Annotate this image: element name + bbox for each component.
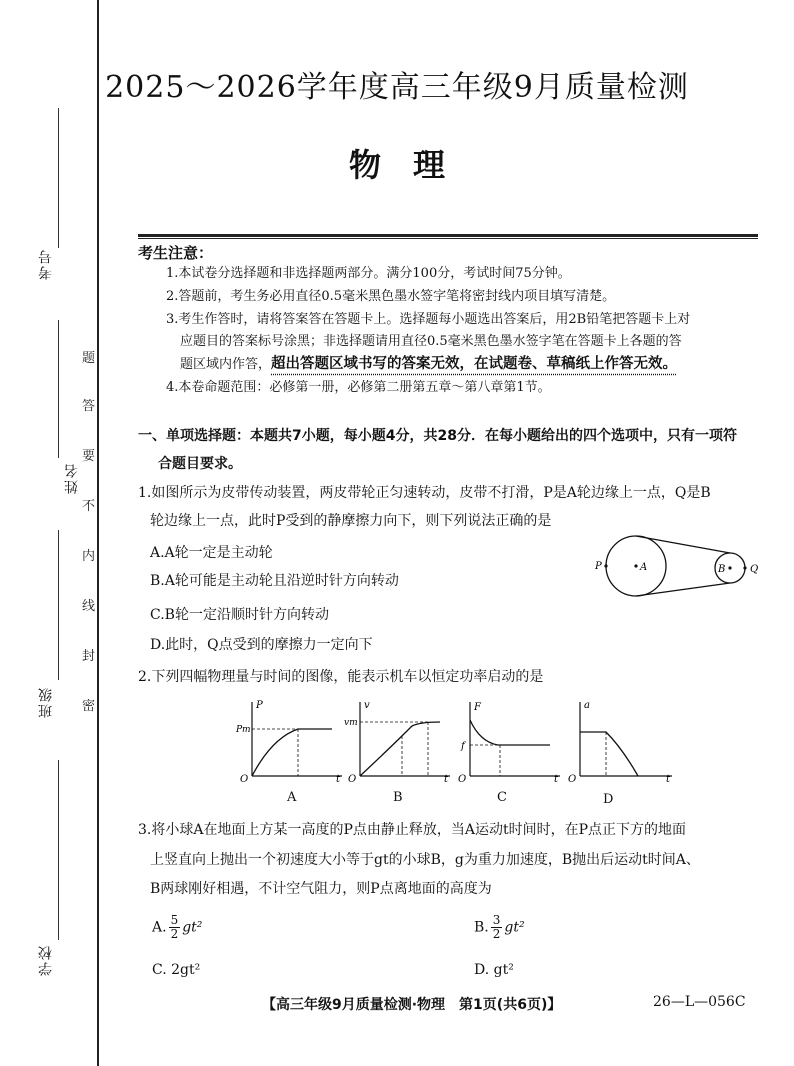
x-label: t [336,774,341,784]
page-footer: 【高三年级9月质量检测·物理 第1页(共6页)】 [262,997,562,1013]
friction-label: f [461,741,465,752]
seal-char: 密 [82,699,96,714]
seal-char: 封 [82,649,96,664]
seal-char: 答 [82,399,96,414]
seal-char: 内 [82,549,96,564]
notice-item: 1.本试卷分选择题和非选择题两部分。满分100分，考试时间75分钟。 [166,266,571,281]
q3-option-c: C. 2gt² [152,962,201,978]
label-a: A [640,562,648,573]
notice-item: 4.本卷命题范围：必修第一册，必修第二册第五章～第八章第1节。 [166,380,551,395]
max-label: vm [344,718,358,728]
seal-char: 题 [82,351,96,366]
graph-c-label: C [497,790,507,805]
school-field[interactable] [58,760,59,940]
notice-item-text: 题区域内作答， [180,357,272,372]
belt-drive-figure [590,532,770,622]
numerator: 5 [170,913,179,927]
q1-stem-cont: 轮边缘上一点，此时P受到的静摩擦力向下，则下列说法正确的是 [150,513,552,529]
y-label: F [474,702,481,713]
graph-d [560,698,675,784]
label-p: P [595,561,602,572]
origin-label: O [568,774,577,784]
denominator: 2 [170,927,179,941]
origin-label: O [240,774,249,784]
curve [580,732,638,776]
section-heading: 一、单项选择题：本题共7小题，每小题4分，共28分．在每小题给出的四个选项中，只有一项符 [138,428,737,444]
graph-c [450,698,565,784]
seal-char: 线 [82,599,96,614]
y-label: a [584,700,590,711]
name-field[interactable] [58,320,59,458]
section-heading-cont: 合题目要求。 [158,456,242,472]
origin-label: O [458,774,467,784]
belt-bottom [636,583,730,596]
school-label: 学校 [38,944,54,976]
curve [252,729,332,776]
class-label: 班级 [38,686,54,718]
origin-label: O [348,774,357,784]
x-label: t [554,774,559,784]
q1-option-c: C.B轮一定沿顺时针方向转动 [150,607,329,623]
numerator: 3 [492,913,501,927]
x-label: t [666,774,671,784]
class-field[interactable] [58,530,59,680]
seal-char: 要 [82,449,96,464]
exam-no-label: 考号 [38,248,54,280]
center-b [728,566,731,569]
fraction [491,914,503,941]
point-q [743,566,746,569]
notice-item: 2.答题前，考生务必用直径0.5毫米黑色墨水签字笔将密封线内项目填写清楚。 [166,289,616,304]
option-letter: A. [152,919,167,936]
option-expr: gt² [504,919,525,936]
q3-option-d: D. gt² [474,962,514,978]
notice-item: 应题目的答案标号涂黑；非选择题请用直径0.5毫米黑色墨水签字笔在答题卡上各题的答 [180,334,682,349]
q2-stem: 2.下列四幅物理量与时间的图像，能表示机车以恒定功率启动的是 [138,669,544,685]
point-p [604,564,607,567]
q1-option-d: D.此时，Q点受到的摩擦力一定向下 [150,637,373,653]
curve [470,720,550,745]
y-label: v [364,700,370,711]
center-a [634,564,637,567]
exam-code: 26—L—056C [653,994,746,1010]
graph-b-label: B [393,790,403,805]
q3-option-a [152,914,202,941]
option-letter: B. [474,919,489,936]
fraction [169,914,181,941]
label-q: Q [750,564,759,575]
notice-item: 3.考生作答时，请将答案答在答题卡上。选择题每小题选出答案后，用2B铅笔把答题卡上对 [166,312,691,327]
denominator: 2 [492,927,501,941]
q1-stem: 1.如图所示为皮带传动装置，两皮带轮正匀速转动，皮带不打滑，P是A轮边缘上一点，Q是B [138,485,711,501]
header-rule-thin [138,238,758,239]
subject-title: 物 理 [348,146,445,184]
name-label: 姓名 [64,462,80,494]
header-rule [138,234,758,237]
q3-stem-cont: B两球刚好相遇，不计空气阻力，则P点离地面的高度为 [150,881,492,897]
belt-top [636,536,730,553]
graph-a-label: A [287,790,297,805]
q3-stem: 3.将小球A在地面上方某一高度的P点由静止释放，当A运动t时间时，在P点正下方的地面 [138,822,687,838]
notice-item [180,352,677,377]
seal-char: 不 [82,499,96,514]
q1-option-a: A.A轮一定是主动轮 [150,545,273,561]
x-label: t [444,774,449,784]
graph-a [232,698,347,784]
q1-option-b: B.A轮可能是主动轮且沿逆时针方向转动 [150,573,399,589]
q3-stem-cont: 上竖直向上抛出一个初速度大小等于gt的小球B，g为重力加速度，B抛出后运动t时间A、 [150,852,700,868]
q3-option-b [474,914,525,941]
notice-warning: 超出答题区域书写的答案无效，在试题卷、草稿纸上作答无效。 [271,356,678,372]
option-expr: gt² [182,919,203,936]
graph-b [340,698,455,784]
graph-d-label: D [603,792,614,807]
exam-title: 2025～2026学年度高三年级9月质量检测 [105,70,689,105]
label-b: B [718,564,726,575]
notice-heading: 考生注意： [138,244,214,262]
max-label: Pm [236,725,251,735]
y-label: P [256,700,263,711]
